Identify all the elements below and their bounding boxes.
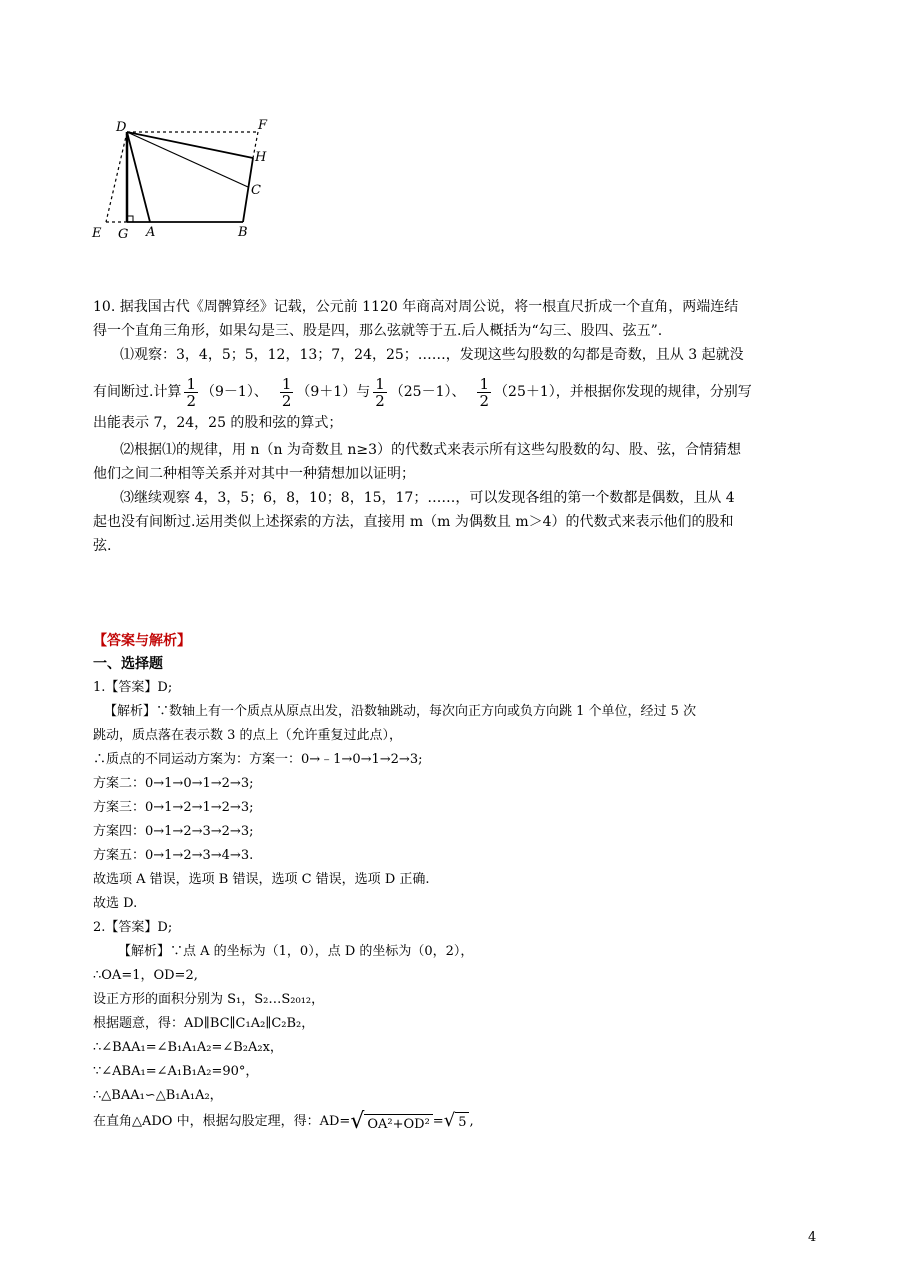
answer1-line-4: 方案三：0→1→2→1→2→3;	[93, 800, 254, 815]
answer2-line-0: 【解析】∵点 A 的坐标为（1，0），点 D 的坐标为（0，2），	[118, 944, 474, 959]
segment-DA	[127, 132, 150, 222]
segment-DH	[127, 132, 253, 158]
segment-DC	[127, 132, 248, 187]
answer2-line-1: ∴OA=1，OD=2,	[93, 968, 198, 983]
answer2-label: 2.【答案】D;	[93, 920, 173, 935]
label-F: F	[258, 118, 268, 133]
q10-part1-calc-line	[93, 368, 752, 416]
page-number: 4	[808, 1230, 817, 1245]
ad-prefix: 在直角△ADO 中，根据勾股定理，得：AD=	[93, 1114, 351, 1129]
answer1-line-3: 方案二：0→1→0→1→2→3;	[93, 776, 254, 791]
answer2-line-4: ∴∠BAA₁=∠B₁A₁A₂=∠B₂A₂x，	[93, 1040, 283, 1055]
answer2-line-3: 根据题意，得：AD∥BC∥C₁A₂∥C₂B₂，	[93, 1016, 315, 1031]
label-A: A	[146, 225, 156, 240]
calc-prefix: 有间断过.计算	[93, 384, 182, 400]
answer2-line-5: ∵∠ABA₁=∠A₁B₁A₂=90°，	[93, 1064, 259, 1079]
answer1-line-7: 故选项 A 错误，选项 B 错误，选项 C 错误，选项 D 正确.	[93, 872, 430, 887]
answer2-line-6: ∴△BAA₁∽△B₁A₁A₂，	[93, 1088, 223, 1103]
sqrt-oa-od: √ OA²+OD²	[350, 1109, 432, 1135]
label-C: C	[251, 183, 261, 198]
answer1-line-2: ∴质点的不同运动方案为：方案一：0→﹣1→0→1→2→3;	[93, 752, 423, 767]
q10-part3-line1: ⑶继续观察 4，3，5；6，8，10；8，15，17；……，可以发现各组的第一个数都是偶数，且从 4	[120, 490, 735, 506]
label-B: B	[238, 225, 248, 240]
q10-part2-line2: 他们之间二种相等关系并对其中一种猜想加以证明；	[93, 466, 415, 482]
geometry-figure	[88, 112, 278, 247]
label-D: D	[116, 120, 127, 135]
answer2-last-line	[93, 1104, 474, 1140]
q10-part3-line2: 起也没有间断过.运用类似上述探索的方法，直接用 m（m 为偶数且 m＞4）的代数式来表示他们的股和	[93, 514, 734, 530]
answer1-line-6: 方案五：0→1→2→3→4→3.	[93, 848, 254, 863]
ad-end: ,	[469, 1114, 474, 1129]
label-G: G	[118, 227, 129, 242]
answers-heading: 【答案与解析】	[93, 633, 191, 649]
section-choice-title: 一、选择题	[93, 656, 163, 672]
answer1-line-8: 故选 D.	[93, 896, 138, 911]
calc-4: （25＋1），并根据你发现的规律，分别写	[494, 384, 752, 400]
eq-sign: =	[432, 1114, 444, 1129]
answer1-line-0: 【解析】∵数轴上有一个质点从原点出发，沿数轴跳动，每次向正方向或负方向跳 1 个单位，经过 5 次	[104, 704, 697, 719]
q10-part3-line3: 弦.	[93, 538, 112, 554]
q10-intro-line1: 10. 据我国古代《周髀算经》记载，公元前 1120 年商高对周公说，将一根直尺折成一个直角，两端连结	[93, 299, 739, 315]
sqrt-5: √ 5	[444, 1111, 470, 1133]
fraction-half-3: $\frac{1}{2}$	[375, 374, 385, 410]
segment-DE	[106, 132, 127, 222]
q10-part2-line1: ⑵根据⑴的规律，用 n（n 为奇数且 n≥3）的代数式来表示所有这些勾股数的勾、股、弦，合情猜想	[120, 442, 742, 458]
label-H: H	[255, 150, 267, 165]
fraction-half-2: $\frac{1}{2}$	[281, 374, 292, 410]
calc-2: （9＋1）与	[296, 384, 371, 400]
q10-part1-line1: ⑴观察：3，4，5；5，12，13；7，24，25；……，发现这些勾股数的勾都是奇数，且从 3 起就没	[120, 347, 744, 363]
calc-1: （9－1）、	[201, 384, 268, 400]
answer1-line-1: 跳动，质点落在表示数 3 的点上（允许重复过此点），	[93, 728, 403, 743]
answer1-label: 1.【答案】D;	[93, 680, 173, 695]
fraction-half-4: $\frac{1}{2}$	[479, 374, 490, 410]
answer2-line-2: 设正方形的面积分别为 S₁，S₂…S₂₀₁₂，	[93, 992, 325, 1007]
q10-part1-line3: 出能表示 7，24，25 的股和弦的算式；	[93, 415, 343, 431]
answer1-line-5: 方案四：0→1→2→3→2→3;	[93, 824, 254, 839]
calc-3: （25－1）、	[389, 384, 466, 400]
q10-intro-line2: 得一个直角三角形，如果勾是三、股是四，那么弦就等于五.后人概括为“勾三、股四、弦五”.	[93, 323, 663, 339]
label-E: E	[92, 226, 102, 241]
fraction-half-1: $\frac{1}{2}$	[186, 374, 196, 410]
